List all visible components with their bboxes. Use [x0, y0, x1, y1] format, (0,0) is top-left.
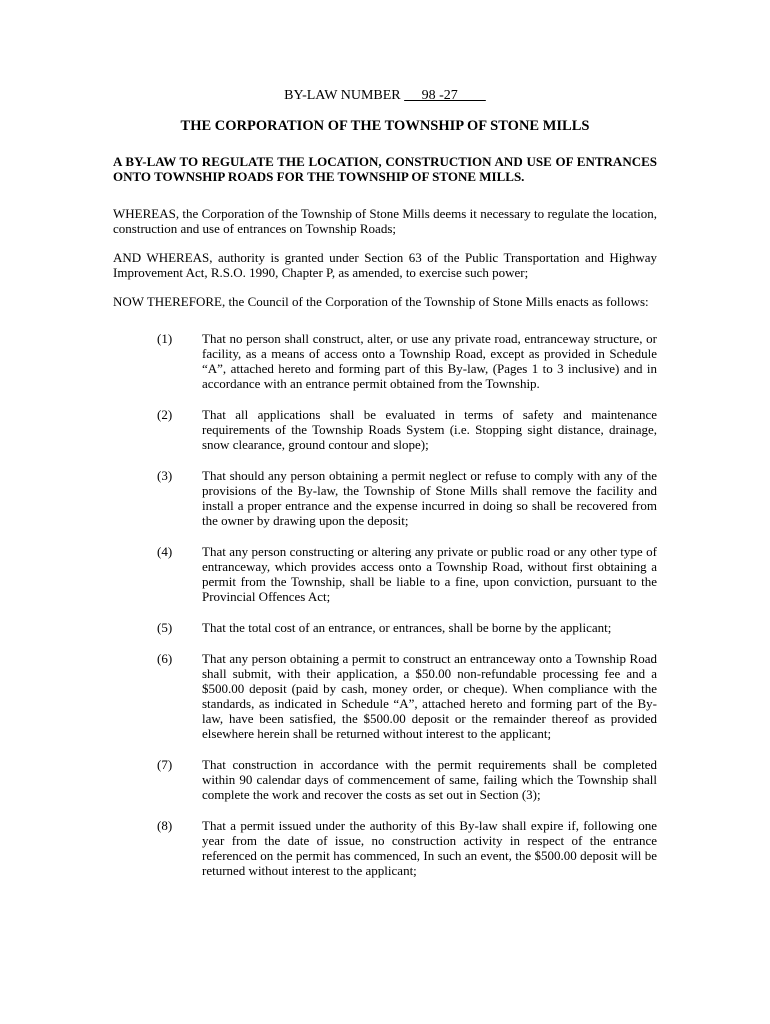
clause-item	[113, 407, 657, 452]
bylaw-number-value: 98 -27	[404, 88, 486, 103]
clause-item	[113, 757, 657, 802]
clause-list	[113, 331, 657, 878]
clause-number: (5)	[157, 620, 173, 635]
clause-number: (7)	[157, 757, 173, 772]
clause-text: That any person constructing or altering any private or public road or any other type of entranceway, which provides access onto a Township Road, without first obtaining a permit from the Township, shall be liable to a fine, upon conviction, pursuant to the Provincial Offences Act;	[202, 544, 657, 604]
clause-text: That construction in accordance with the permit requirements shall be completed within 90 calendar days of commencement of same, failing which the Township shall complete the work and recover the costs as set out in Section (3);	[202, 757, 657, 802]
clause-item	[113, 620, 657, 635]
clause-text: That the total cost of an entrance, or entrances, shall be borne by the applicant;	[202, 620, 612, 635]
whereas-paragraph-1: WHEREAS, the Corporation of the Township of Stone Mills deems it necessary to regulate the location, construction and use of entrances on Township Roads;	[113, 206, 657, 236]
clause-text: That no person shall construct, alter, or use any private road, entranceway structure, or facility, as a means of access onto a Township Road, except as provided in Schedule “A”, attached hereto and forming part of this By-law, (Pages 1 to 3 inclusive) and in accordance with an entrance permit obtained from the Township.	[202, 331, 657, 391]
clause-number: (8)	[157, 818, 173, 833]
whereas-paragraph-2: AND WHEREAS, authority is granted under Section 63 of the Public Transportation and Highway Improvement Act, R.S.O. 1990, Chapter P, as amended, to exercise such power;	[113, 250, 657, 280]
clause-number: (4)	[157, 544, 173, 559]
clause-number: (6)	[157, 651, 173, 666]
bylaw-number-heading	[113, 88, 657, 103]
clause-item	[113, 331, 657, 391]
corporation-title: THE CORPORATION OF THE TOWNSHIP OF STONE MILLS	[180, 118, 590, 134]
clause-text: That all applications shall be evaluated in terms of safety and maintenance requirements of the Township Roads System (i.e. Stopping sight distance, drainage, snow clearance, ground contour and slope);	[202, 407, 657, 452]
bylaw-purpose: A BY-LAW TO REGULATE THE LOCATION, CONSTRUCTION AND USE OF ENTRANCES ONTO TOWNSHIP ROADS FOR THE TOWNSHIP OF STONE MILLS.	[113, 154, 657, 184]
clause-number: (3)	[157, 468, 173, 483]
clause-item	[113, 651, 657, 741]
bylaw-number-label: BY-LAW NUMBER	[284, 88, 401, 103]
clause-item	[113, 468, 657, 528]
clause-item	[113, 818, 657, 878]
clause-item	[113, 544, 657, 604]
clause-text: That a permit issued under the authority of this By-law shall expire if, following one year from the date of issue, no construction activity in respect of the entrance referenced on the permit has commenced, In such an event, the $500.00 deposit will be returned without interest to the applicant;	[202, 818, 657, 878]
clause-text: That should any person obtaining a permit neglect or refuse to comply with any of the provisions of the By-law, the Township of Stone Mills shall remove the facility and install a proper entrance and the expense incurred in doing so shall be recovered from the owner by drawing upon the deposit;	[202, 468, 657, 528]
document-page	[113, 88, 657, 894]
now-therefore-paragraph: NOW THEREFORE, the Council of the Corporation of the Township of Stone Mills enacts as follows:	[113, 294, 649, 309]
clause-number: (2)	[157, 407, 173, 422]
clause-text: That any person obtaining a permit to construct an entranceway onto a Township Road shall submit, with their application, a $50.00 non-refundable processing fee and a $500.00 deposit (paid by cash, money order, or cheque). When compliance with the standards, as indicated in Schedule “A”, attached hereto and forming part of the By-law, have been satisfied, the $500.00 deposit or the remainder thereof as provided elsewhere herein shall be returned without interest to the applicant;	[202, 651, 657, 741]
clause-number: (1)	[157, 331, 173, 346]
